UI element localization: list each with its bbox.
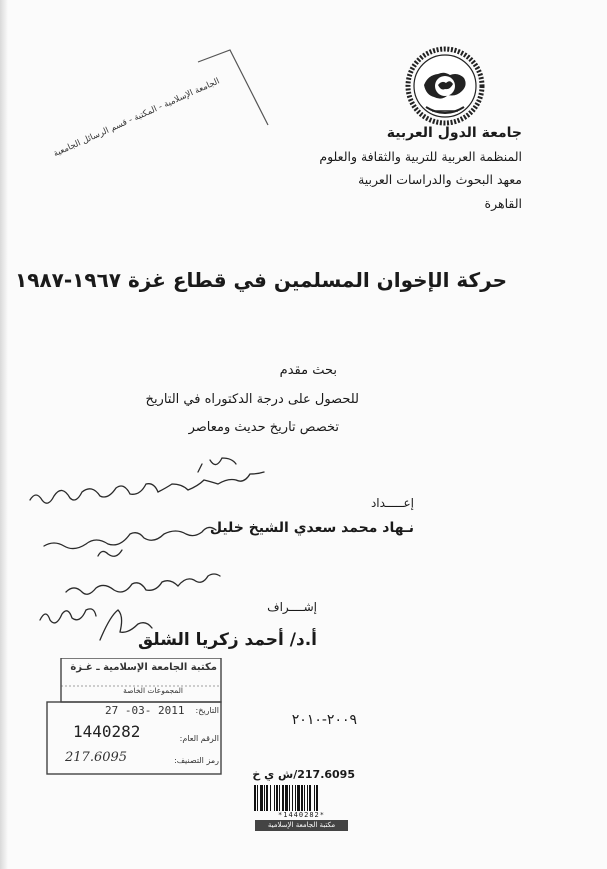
degree-line: للحصول على درجة الدكتوراه في التاريخ — [145, 392, 359, 407]
barcode-bar — [285, 785, 288, 811]
barcode-bar — [264, 785, 265, 811]
org-subtitle-line: المنظمة العربية للتربية والثقافة والعلوم — [319, 149, 522, 164]
barcode-bar — [257, 785, 258, 811]
specialization-line: تخصص تاريخ حديث ومعاصر — [188, 420, 339, 435]
barcode-bar — [309, 785, 311, 811]
academic-years: ٢٠٠٩-٢٠١٠ — [291, 712, 357, 728]
thesis-title: حركة الإخوان المسلمين في قطاع غزة ١٩٦٧-١٩٨٧ — [15, 268, 507, 292]
barcode-bar — [316, 785, 318, 811]
barcode-icon — [253, 785, 350, 811]
stamp-date-label: التاريخ: — [195, 706, 219, 715]
stamp-class-label: رمز التصنيف: — [174, 756, 219, 765]
supervisor-name: أ.د/ أحمد زكريا الشلق — [137, 630, 317, 650]
city-name: القاهرة — [484, 196, 522, 211]
barcode-bar — [279, 785, 280, 811]
submission-line: بحث مقدم — [279, 363, 337, 378]
barcode-bar — [274, 785, 275, 811]
barcode-bar — [276, 785, 278, 811]
library-accession-stamp — [45, 658, 223, 776]
barcode-bar — [260, 785, 263, 811]
barcode-bar — [297, 785, 300, 811]
barcode-library-label: مكتبة الجامعة الإسلامية — [255, 820, 348, 831]
barcode-digits: *1440282* — [278, 811, 325, 819]
author-name: نـهاد محمد سعدي الشيخ خليل — [209, 520, 414, 536]
barcode-bar — [270, 785, 271, 811]
stamp-date-value: 27 -03- 2011 — [105, 704, 185, 717]
stamp-number-label: الرقم العام: — [179, 734, 219, 743]
call-number: 217.6095/ش ي خ — [252, 768, 355, 781]
barcode-bar — [292, 785, 293, 811]
barcode-bar — [295, 785, 296, 811]
prepared-by-label: إعـــــداد — [370, 496, 414, 510]
supervision-label: إشــــراف — [267, 600, 317, 614]
barcode-bar — [266, 785, 268, 811]
stamp-library-name: مكتبة الجامعة الإسلامية ـ غـزة — [70, 662, 217, 673]
stamp-number-value: 1440282 — [73, 722, 141, 741]
barcode-bar — [304, 785, 305, 811]
barcode-bar — [282, 785, 284, 811]
stamp-collection: المجموعات الخاصة — [123, 686, 183, 695]
barcode-bar — [254, 785, 256, 811]
barcode-bar — [289, 785, 290, 811]
barcode-bar — [314, 785, 315, 811]
barcode-bar — [301, 785, 303, 811]
stamp-class-value: 217.6095 — [65, 750, 128, 765]
library-diagonal-stamp: الجامعة الإسلامية - المكتبة - قسم الرسائل الجامعية — [52, 76, 222, 160]
org-name: جامعة الدول العربية — [386, 125, 522, 141]
barcode-bar — [307, 785, 308, 811]
institute-name: معهد البحوث والدراسات العربية — [358, 172, 522, 187]
